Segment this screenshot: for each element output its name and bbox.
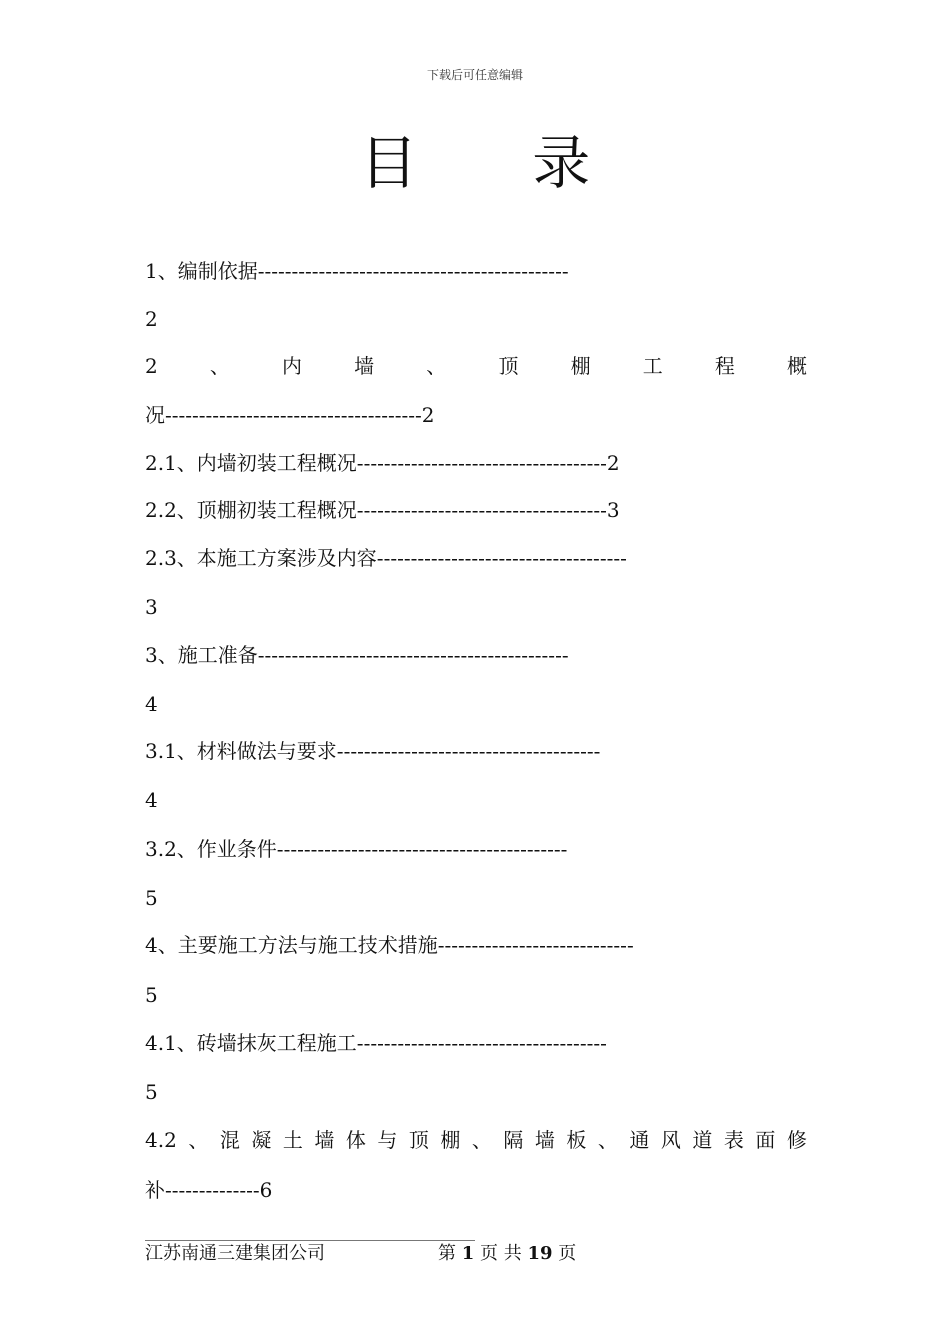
footer-page-indicator — [438, 1241, 576, 1267]
toc-char: 棚 — [440, 1128, 461, 1152]
toc-entry-page-number: 3 — [145, 595, 158, 619]
toc-entry-3-page — [145, 689, 807, 719]
toc-char: 概 — [787, 354, 807, 378]
toc-entry-2-2[interactable] — [145, 495, 807, 525]
toc-entry-page-number: 2 — [145, 307, 158, 331]
toc-char: 混 — [219, 1128, 240, 1152]
toc-entry-4-1-page — [145, 1077, 807, 1107]
toc-char: 风 — [660, 1128, 681, 1152]
toc-entry-3[interactable] — [145, 640, 807, 670]
toc-char: 通 — [629, 1128, 650, 1152]
toc-char: 体 — [345, 1128, 366, 1152]
header-note: 下载后可任意编辑 — [426, 68, 523, 82]
toc-entry-page-number: 4 — [145, 692, 158, 716]
toc-char: 隔 — [503, 1128, 524, 1152]
toc-entry-4[interactable] — [145, 930, 807, 960]
toc-entry-1[interactable] — [145, 256, 807, 286]
toc-entry-text: 4、主要施工方法与施工技术措施----------------------------- — [145, 933, 634, 957]
toc-char: 凝 — [251, 1128, 272, 1152]
toc-char: 面 — [755, 1128, 776, 1152]
toc-entry-text: 2.2、顶棚初装工程概况-------------------------------------3 — [145, 498, 620, 522]
toc-entry-3-2[interactable] — [145, 834, 807, 864]
page-title: 目 录 — [359, 129, 639, 197]
toc-char: 板 — [566, 1128, 587, 1152]
toc-entry-text: 2.1、内墙初装工程概况-------------------------------------2 — [145, 451, 620, 475]
toc-entry-2[interactable] — [145, 351, 807, 381]
toc-entry-continuation: 况--------------------------------------2 — [145, 403, 435, 427]
toc-char: 工 — [642, 354, 663, 378]
toc-entry-page-number: 5 — [145, 983, 158, 1007]
toc-entry-text: 2.3、本施工方案涉及内容------------------------------------- — [145, 546, 627, 570]
toc-char: 修 — [786, 1128, 807, 1152]
toc-entry-1-page — [145, 304, 807, 334]
toc-entry-3-1-page — [145, 785, 807, 815]
toc-char: 程 — [714, 354, 735, 378]
toc-entry-text: 3.2、作业条件------------------------------------------- — [145, 837, 568, 861]
toc-char: 内 — [282, 354, 303, 378]
toc-entry-text: 3、施工准备---------------------------------------------- — [145, 643, 569, 667]
toc-char: 与 — [377, 1128, 398, 1152]
toc-entry-continuation: 补--------------6 — [145, 1178, 273, 1202]
toc-entry-page-number: 4 — [145, 788, 158, 812]
footer-page-prefix: 第 — [438, 1243, 456, 1264]
toc-char: 道 — [692, 1128, 713, 1152]
toc-char: 墙 — [314, 1128, 335, 1152]
toc-char: 顶 — [408, 1128, 429, 1152]
toc-entry-text: 4.1、砖墙抹灰工程施工------------------------------------- — [145, 1031, 607, 1055]
toc-char: 、 — [426, 354, 447, 378]
footer-page-suffix: 页 — [558, 1243, 577, 1264]
footer-page-number: 1 — [461, 1243, 475, 1264]
toc-entry-4-2[interactable] — [145, 1125, 807, 1155]
toc-char: 顶 — [498, 354, 519, 378]
toc-entry-4-1[interactable] — [145, 1028, 807, 1058]
toc-entry-4-2-cont — [145, 1175, 807, 1205]
toc-entry-3-1[interactable] — [145, 736, 807, 766]
toc-char: 土 — [282, 1128, 303, 1152]
toc-char: 、 — [209, 354, 230, 378]
toc-char: 、 — [597, 1128, 618, 1152]
toc-entry-2-cont — [145, 400, 807, 430]
toc-char: 墙 — [354, 354, 375, 378]
toc-char: 、 — [471, 1128, 492, 1152]
toc-entry-2-3-page — [145, 592, 807, 622]
toc-entry-page-number: 5 — [145, 1080, 158, 1104]
toc-char: 墙 — [534, 1128, 555, 1152]
footer-company: 江苏南通三建集团公司 — [145, 1243, 325, 1264]
toc-char: 棚 — [570, 354, 591, 378]
footer-page-total: 19 — [527, 1243, 553, 1264]
toc-entry-4-page — [145, 980, 807, 1010]
toc-char: 表 — [723, 1128, 744, 1152]
toc-entry-3-2-page — [145, 883, 807, 913]
toc-entry-2-1[interactable] — [145, 448, 807, 478]
toc-entry-2-3[interactable] — [145, 543, 807, 573]
toc-entry-text: 1、编制依据---------------------------------------------- — [145, 259, 569, 283]
toc-entry-page-number: 5 — [145, 886, 158, 910]
toc-char: 4.2 — [145, 1128, 177, 1152]
toc-entry-text: 3.1、材料做法与要求--------------------------------------- — [145, 739, 601, 763]
toc-char: 、 — [188, 1128, 209, 1152]
footer-page-mid: 页 共 — [480, 1243, 522, 1264]
toc-char: 2 — [145, 354, 158, 378]
